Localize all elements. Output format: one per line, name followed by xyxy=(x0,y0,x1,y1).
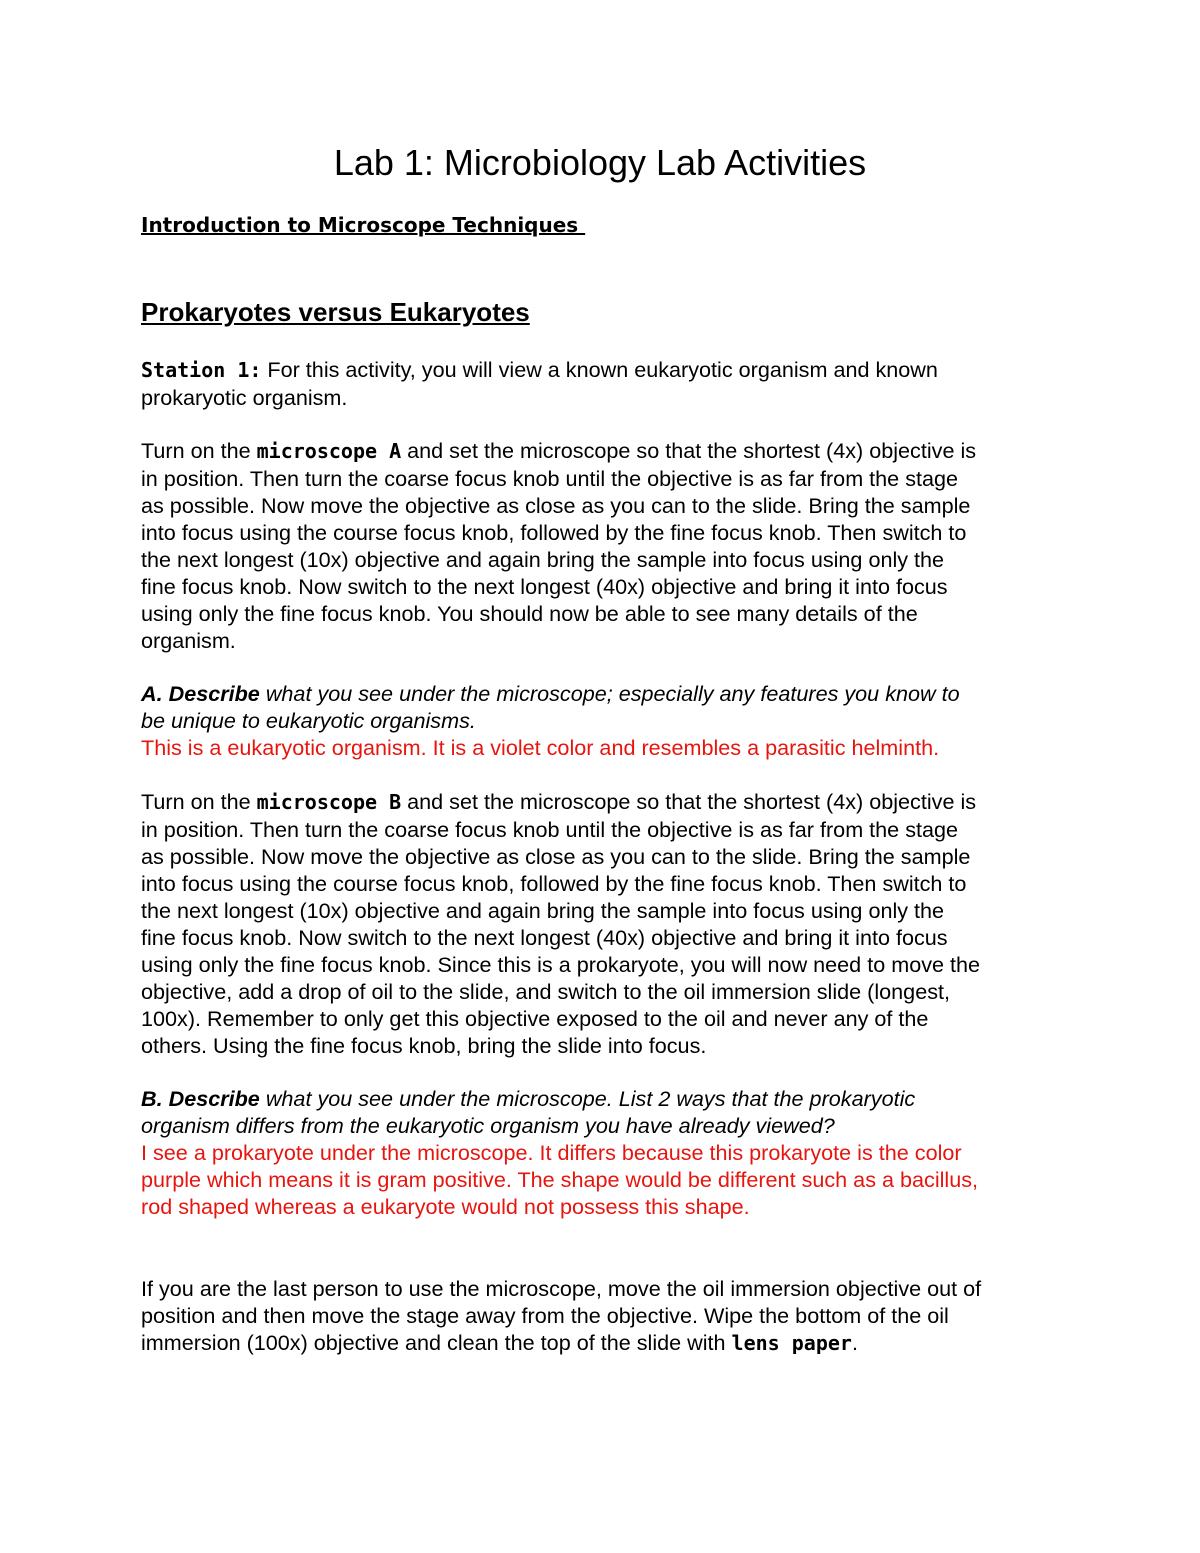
paragraph-line: into focus using the course focus knob, followed by the fine focus knob. Then switch to xyxy=(141,520,967,545)
microscope-a-label: microscope A xyxy=(256,439,402,463)
lens-paper-term: lens paper xyxy=(731,1331,852,1355)
station-1-paragraph xyxy=(141,356,1071,411)
paragraph-line: fine focus knob. Now switch to the next longest (40x) objective and bring it into focus xyxy=(141,574,948,599)
paragraph-line: If you are the last person to use the microscope, move the oil immersion objective out of xyxy=(141,1276,982,1301)
answer-b-line: purple which means it is gram positive. The shape would be different such as a bacillus, xyxy=(141,1167,979,1192)
section-heading: Prokaryotes versus Eukaryotes xyxy=(141,297,530,327)
paragraph-line: in position. Then turn the coarse focus knob until the objective is as far from the stage xyxy=(141,817,959,842)
question-a xyxy=(141,680,1071,761)
paragraph-text: Turn on the xyxy=(141,789,257,814)
paragraph-text: and set the microscope so that the shortest (4x) objective is xyxy=(401,789,977,814)
station-1-text: For this activity, you will view a known eukaryotic organism and known xyxy=(261,357,938,382)
station-1-text: prokaryotic organism. xyxy=(141,385,348,410)
document-title: Lab 1: Microbiology Lab Activities xyxy=(333,142,867,183)
paragraph-text: Turn on the xyxy=(141,438,257,463)
answer-b-line: I see a prokaryote under the microscope. It differs because this prokaryote is the color xyxy=(141,1140,962,1165)
paragraph-line: the next longest (10x) objective and again bring the sample into focus using only the xyxy=(141,898,945,923)
microscope-b-paragraph xyxy=(141,788,1071,1059)
document-subtitle: Introduction to Microscope Techniques xyxy=(141,213,586,237)
question-a-text: what you see under the microscope; especially any features you know to xyxy=(259,681,960,706)
closing-paragraph xyxy=(141,1275,1071,1357)
paragraph-line: others. Using the fine focus knob, bring the slide into focus. xyxy=(141,1033,707,1058)
paragraph-line: the next longest (10x) objective and again bring the sample into focus using only the xyxy=(141,547,945,572)
paragraph-line: using only the fine focus knob. Since this is a prokaryote, you will now need to move the xyxy=(141,952,981,977)
paragraph-text: and set the microscope so that the shortest (4x) objective is xyxy=(401,438,977,463)
paragraph-line: in position. Then turn the coarse focus knob until the objective is as far from the stage xyxy=(141,466,959,491)
answer-a: This is a eukaryotic organism. It is a violet color and resembles a parasitic helminth. xyxy=(141,735,940,760)
answer-b-line: rod shaped whereas a eukaryote would not possess this shape. xyxy=(141,1194,750,1219)
question-a-text: be unique to eukaryotic organisms. xyxy=(141,708,476,733)
question-b xyxy=(141,1085,1071,1220)
paragraph-line: into focus using the course focus knob, followed by the fine focus knob. Then switch to xyxy=(141,871,967,896)
question-b-label: B. Describe xyxy=(141,1086,260,1111)
paragraph-line: fine focus knob. Now switch to the next longest (40x) objective and bring it into focus xyxy=(141,925,948,950)
microscope-b-label: microscope B xyxy=(256,790,402,814)
paragraph-line: as possible. Now move the objective as close as you can to the slide. Bring the sample xyxy=(141,844,971,869)
paragraph-line: as possible. Now move the objective as close as you can to the slide. Bring the sample xyxy=(141,493,971,518)
station-1-label: Station 1: xyxy=(141,358,262,382)
paragraph-line: position and then move the stage away from the objective. Wipe the bottom of the oil xyxy=(141,1303,949,1328)
paragraph-line: using only the fine focus knob. You should now be able to see many details of the xyxy=(141,601,918,626)
paragraph-line: 100x). Remember to only get this objective exposed to the oil and never any of the xyxy=(141,1006,929,1031)
paragraph-text: . xyxy=(851,1330,858,1355)
microscope-a-paragraph xyxy=(141,437,1071,654)
paragraph-text: immersion (100x) objective and clean the top of the slide with xyxy=(141,1330,732,1355)
question-b-text: what you see under the microscope. List 2 ways that the prokaryotic xyxy=(259,1086,916,1111)
question-b-text: organism differs from the eukaryotic organism you have already viewed? xyxy=(141,1113,835,1138)
paragraph-line: organism. xyxy=(141,628,236,653)
question-a-label: A. Describe xyxy=(141,681,260,706)
paragraph-line: objective, add a drop of oil to the slide, and switch to the oil immersion slide (longest, xyxy=(141,979,950,1004)
